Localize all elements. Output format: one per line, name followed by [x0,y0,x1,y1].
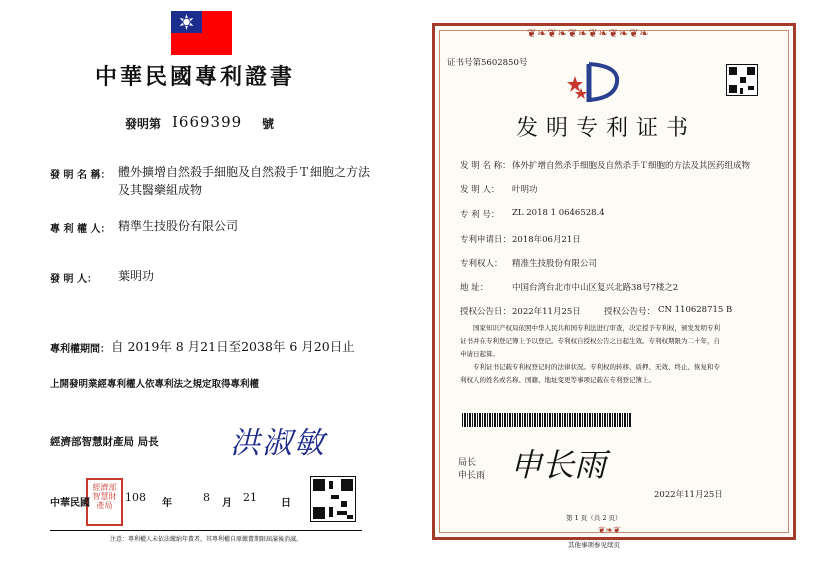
patentee-name: 精準生技股份有限公司 [118,219,239,233]
grant-statement: 上開發明業經專利權人依專利法之規定取得專利權 [50,379,260,390]
invention-name-label: 發 明 名 稱： [50,170,111,181]
certificate-title: 中華民國專利證書 [95,64,296,90]
patent-period: 自 2019年 8 月21日至2038年 6 月20日止 [111,339,355,354]
statement-paragraph-1-line-3: 申请日起算。 [460,350,499,358]
official-seal-icon: 經濟部 智慧財 產局 [86,478,123,526]
certificate-number: 证书号第5602850号 [447,58,528,68]
invention-number: I669399 [172,113,243,131]
patentee-name: 精准生技股份有限公司 [512,259,598,269]
grant-date-label: 授权公告日： [460,307,512,317]
statement-paragraph-1-line-2: 证书并在专利登记簿上予以登记。专利权自授权公告之日起生效。专利权期限为二十年，自 [460,337,720,345]
date-month-label: 月 [222,498,232,509]
bottom-ornament: ❦❧❦ [598,526,621,536]
invention-name: 体外扩增自然杀手细胞及自然杀手Ｔ细胞的方法及其医药组成物 [512,161,751,171]
invention-number-suffix: 號 [262,117,275,131]
date-prefix: 中華民國 [50,498,90,509]
filing-date: 2018年06月21日 [512,235,581,245]
director-signature: 洪淑敏 [230,426,326,461]
patentee-label: 專 利 權 人： [50,224,111,235]
inventor-label: 發 明 人： [50,274,97,285]
inventor-name: 叶明功 [512,185,538,195]
taiwan-patent-certificate [0,0,410,565]
footnote: 注意：專利權人未依法繳納年費者，其專利權自原繳費期限屆滿後消滅。 [110,536,303,543]
continuation-note: 其他事项参见续页 [568,541,620,549]
taiwan-flag-icon [171,11,232,55]
statement-paragraph-1-line-1: 国家知识产权局依照中华人民共和国专利法进行审查，决定授予专利权，颁发发明专利 [473,324,720,332]
director-title: 局长 [458,458,477,468]
certificate-title: 发明专利证书 [516,116,697,141]
inventor-label: 发 明 人： [460,185,500,195]
invention-number-label: 發明第 [125,117,162,131]
footer-divider [50,530,362,531]
cnipa-logo-icon [567,60,625,106]
issue-date: 2022年11月25日 [654,490,723,500]
date-day: 21 [243,491,257,504]
filing-date-label: 专利申请日： [460,235,512,245]
patent-period-label: 專利權期間： [50,344,110,355]
date-month: 8 [203,491,210,504]
grant-number: CN 110628715 B [658,305,733,315]
grant-number-label: 授权公告号： [604,307,656,317]
patentee-label: 专利权人： [460,259,503,269]
inventor-name: 葉明功 [118,269,155,283]
date-year: 108 [125,491,146,504]
address: 中国台湾台北市中山区复兴北路38号7楼之2 [512,283,679,293]
top-ornament: ❦❧❦❧❦❧❦❧❦❧❦❧ [527,27,650,40]
barcode-icon [462,413,632,427]
statement-paragraph-2-line-2: 利权人的姓名或名称、国籍、地址变更等事项记载在专利登记簿上。 [460,376,655,384]
patent-number-label: 专 利 号： [460,210,500,220]
issuing-office: 經濟部智慧財產局 局長 [50,436,159,448]
date-day-label: 日 [281,498,291,509]
invention-name-line1: 體外擴增自然殺手細胞及自然殺手Ｔ細胞之方法 [118,165,371,179]
patent-number: ZL 2018 1 0646528.4 [512,208,605,218]
statement-paragraph-2-line-1: 专利证书记载专利权登记时的法律状况。专利权的转移、质押、无效、终止、恢复和专 [473,363,720,371]
page-indicator: 第 1 页（共 2 页） [566,514,622,522]
director-name: 申长雨 [458,471,486,481]
date-year-label: 年 [162,498,172,509]
invention-name-label: 发 明 名 称： [460,161,511,171]
qr-code-icon [726,64,758,96]
address-label: 地 址： [460,283,489,293]
qr-code-icon [310,476,356,522]
grant-date: 2022年11月25日 [512,307,581,317]
director-signature: 申长雨 [510,446,607,484]
invention-name-line2: 及其醫藥組成物 [118,183,203,197]
